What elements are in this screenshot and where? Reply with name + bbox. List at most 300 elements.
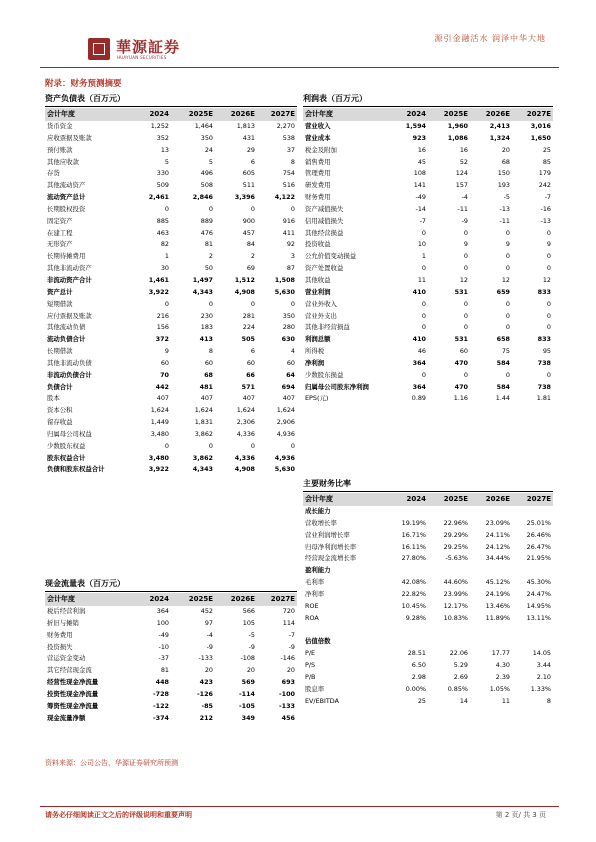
table-row [303,518,553,530]
row-value: 4,936 [274,453,295,462]
row-value: 216 [156,311,169,320]
table-row [45,653,297,665]
row-value: 407 [200,394,213,403]
row-label: 股本 [47,394,60,403]
table-row [45,346,297,358]
table-row [45,228,297,240]
row-value: 496 [200,169,213,178]
row-label: 资产减值损失 [305,204,344,213]
row-value: -4 [206,630,213,639]
row-value: 60 [204,358,213,367]
row-value: 11.89% [485,613,510,622]
row-label: 利润总额 [305,335,331,344]
table-row [45,251,297,263]
row-value: 0 [505,299,510,308]
table-row [303,121,553,133]
row-value: 12.17% [443,601,468,610]
row-label: 销售费用 [305,157,331,166]
row-label: 经营性现金净流量 [47,678,99,687]
row-value [512,636,553,648]
row-label: 少数股东权益 [47,441,86,450]
row-label: 应收票据及账款 [47,133,92,142]
row-value: 658 [496,335,510,344]
table-row [303,382,553,394]
column-header-year: 2027E [512,108,553,121]
row-value: 0 [208,204,213,213]
header-divider [40,67,559,68]
row-value: 25.01% [526,518,551,527]
row-value: 1.33% [530,684,551,693]
row-value: 9 [164,347,169,356]
row-value: -4 [461,193,468,202]
column-header-year: 2024 [133,108,171,121]
row-label: 其它经营现金流 [47,666,92,675]
row-value: 442 [155,382,169,391]
table-row [303,180,553,192]
row-value: 0.85% [447,684,468,693]
row-value: -85 [201,701,213,710]
table-row [45,192,297,204]
row-value: 45 [417,157,426,166]
row-value: 114 [282,618,295,627]
row-value: 60 [246,358,255,367]
table-row [303,648,553,660]
row-value: 0 [250,204,255,213]
row-value: 569 [241,678,255,687]
row-label: 其他非流动负债 [47,358,92,367]
row-label: 流动资产总计 [47,193,86,202]
row-value: 2,306 [236,418,255,427]
column-header-year: 2027E [257,593,297,606]
ratios-table [303,493,553,707]
table-row [45,168,297,180]
row-value: 224 [242,323,255,332]
row-label: ROA [305,613,319,622]
row-value: 505 [241,335,255,344]
row-value: 508 [200,181,213,190]
row-value: 584 [496,382,510,391]
row-value: 511 [242,181,255,190]
table-row [303,589,553,601]
row-value: 12 [501,275,510,284]
row-value: 0 [463,323,468,332]
page-number: 第 2 页/ 共 3 页 [495,811,546,819]
row-label: 负债和股东权益合计 [47,465,105,474]
table-row [45,133,297,145]
table-header-row [45,108,297,121]
row-value: 350 [200,133,213,142]
row-value: 8 [208,347,213,356]
row-value: 3,396 [234,193,255,202]
row-value: 17.77 [491,649,510,658]
row-value: 45.12% [485,578,510,587]
row-value: 92 [286,240,295,249]
row-value: 2,461 [148,193,169,202]
row-value: 85 [542,157,551,166]
row-value: 3,480 [148,453,169,462]
row-value: 4,336 [236,429,255,438]
row-value: 693 [281,678,295,687]
column-header-year: 2027E [257,108,297,121]
row-label: 其他应收款 [47,157,79,166]
row-value: 60 [286,358,295,367]
row-value: 605 [242,169,255,178]
row-value: 9 [505,240,510,249]
row-value: -7 [288,630,295,639]
row-label: 固定资产 [47,216,73,225]
row-value: 0 [208,441,213,450]
logo-icon [88,38,110,60]
table-row [45,299,297,311]
row-value [391,636,428,648]
row-label: 投资收益 [305,240,331,249]
table-row [303,299,553,311]
table-row [45,322,297,334]
row-label: 估值倍数 [305,637,331,646]
row-value: 364 [412,358,426,367]
row-value: 68 [204,370,213,379]
row-label: 股息率 [305,684,325,693]
row-value: -133 [198,654,213,663]
row-value: 20 [246,666,255,675]
row-value: 22.96% [443,518,468,527]
row-value: 3.44 [536,660,551,669]
row-label: P/E [305,649,316,658]
row-value: 463 [156,228,169,237]
table-header-row [303,493,553,506]
row-value: 923 [412,133,426,142]
row-value: 20 [286,666,295,675]
row-value [428,636,470,648]
column-header-year: 2026E [470,493,512,506]
row-value: 352 [156,133,169,142]
table-row [303,696,553,708]
table-row [45,393,297,405]
row-value: 0 [421,370,426,379]
row-value: -374 [153,713,169,722]
row-value: -146 [280,654,295,663]
row-value: 1,512 [234,275,255,284]
table-row [303,263,553,275]
row-value: 280 [282,323,295,332]
row-value: 3,016 [530,122,551,130]
row-value: 37 [286,145,295,154]
row-value [512,565,553,577]
ratios-title: 主要财务比率 [303,479,351,488]
row-value: 1 [421,252,426,261]
row-value: 8 [290,157,295,166]
row-value: 2.10 [536,672,551,681]
table-row [45,145,297,157]
row-value: 410 [412,335,426,344]
table-row [303,322,553,334]
row-value: 95 [542,347,551,356]
row-value: 6 [250,157,255,166]
footer-disclaimer: 请务必仔细阅读正文之后的评级说明和重要声明 [45,811,192,819]
table-row [45,677,297,689]
row-value: 0 [164,441,169,450]
row-value: 22.06 [449,649,468,658]
row-label: 管理费用 [305,169,331,178]
logo-subtitle: HUAYUAN SECURITIES [117,55,167,60]
row-value: 571 [241,382,255,391]
row-value: 349 [241,713,255,722]
row-label: 资产处置收益 [305,264,344,273]
row-label: 投资性现金净流量 [47,689,99,698]
table-row [303,553,553,565]
row-value: 2,846 [192,193,213,202]
row-value [470,636,512,648]
row-value: 16.71% [401,530,426,539]
table-row [303,239,553,251]
row-label: 成长能力 [305,507,331,515]
row-value: 6 [250,347,255,356]
row-value: -9 [288,642,295,651]
table-row [45,370,297,382]
row-value: 364 [412,382,426,391]
row-label: 非流动负债合计 [47,370,92,379]
row-value: 470 [454,382,468,391]
row-label: 货币资金 [47,122,73,130]
row-label: 归属母公司股东净利润 [305,382,369,391]
row-value: 470 [454,358,468,367]
row-value: 4,343 [192,287,213,296]
row-value: 69 [246,264,255,273]
row-value: 0 [546,370,551,379]
row-value: 23.99% [443,589,468,598]
row-value: 13.11% [526,613,551,622]
table-row [303,506,553,518]
header-slogan: 源引金融活水 润泽中华大地 [434,34,546,43]
balance-sheet-title: 资产负债表（百万元） [45,94,125,103]
row-value: 452 [200,607,213,615]
row-value: 0 [290,204,295,213]
table-row [45,642,297,654]
row-value: -49 [415,193,426,202]
table-row [303,133,553,145]
column-header-year: 2026E [215,108,257,121]
row-value [470,506,512,518]
row-value: 630 [281,335,295,344]
row-value: 4,343 [192,465,213,474]
row-value: 481 [199,382,213,391]
row-label: 营业外收入 [305,299,337,308]
row-value: 1,252 [150,122,169,130]
row-value: 0 [421,228,426,237]
table-row [303,601,553,613]
column-header-year: 2025E [428,108,470,121]
row-value: 2.98 [411,672,426,681]
row-value: 0 [463,370,468,379]
row-label: 少数股东损益 [305,370,344,379]
row-value: 26.46% [526,530,551,539]
table-row [303,334,553,346]
row-value: 0 [250,299,255,308]
income-statement-table [303,108,553,405]
balance-sheet-rule [45,106,297,107]
row-value: 44.60% [443,578,468,587]
row-value: -9 [461,216,468,225]
column-header-year: 2025E [428,493,470,506]
row-value: 70 [160,370,169,379]
row-value: 24.11% [485,530,510,539]
row-value: 1,464 [194,122,213,130]
table-row [303,168,553,180]
row-label: 财务费用 [305,193,331,202]
row-label: 经营现金流增长率 [305,554,357,563]
row-label: 营业外支出 [305,311,337,320]
row-value: 150 [497,169,510,178]
table-row [45,275,297,287]
row-value: -13 [499,204,510,213]
row-value: -7 [544,193,551,202]
row-value: 66 [246,370,255,379]
row-label: 其他收益 [305,275,331,284]
row-value: 45.30% [526,578,551,587]
row-value: 25 [542,145,551,154]
row-value: 4,122 [274,193,295,202]
row-value: 364 [156,607,169,615]
cash-flow-rule [45,591,297,592]
table-row [303,346,553,358]
row-label: 其他流动资产 [47,181,86,190]
row-value: -37 [158,654,169,663]
row-value: 1,508 [274,275,295,284]
row-value: 5,630 [274,465,295,474]
row-value: 8 [546,696,551,705]
row-value: -11 [499,216,510,225]
table-row [45,417,297,429]
row-value: 0 [505,311,510,320]
row-value: 11 [501,696,510,705]
row-value: 105 [242,618,255,627]
row-value: 885 [156,216,169,225]
table-row [45,606,297,618]
row-value: 431 [242,133,255,142]
row-value: 0 [505,252,510,261]
row-value: 5.29 [453,660,468,669]
table-row [45,405,297,417]
row-value: 64 [286,370,295,379]
row-value: 0 [463,252,468,261]
row-value: 516 [282,181,295,190]
row-value: -10 [158,642,169,651]
row-value: 0 [546,311,551,320]
table-row [303,192,553,204]
column-header-label: 会计年度 [45,108,133,121]
row-value: 900 [242,216,255,225]
row-value: 2.69 [453,672,468,681]
row-value: 52 [459,157,468,166]
table-row [45,334,297,346]
column-header-year: 2024 [391,108,428,121]
row-value: 350 [282,311,295,320]
table-row [303,216,553,228]
row-value: 1.16 [453,394,468,403]
row-label: 流动负债合计 [47,335,86,344]
row-value: 2,413 [489,122,510,130]
cash-flow-title: 现金流量表（百万元） [45,579,125,588]
row-value: 738 [537,382,551,391]
column-header-year: 2024 [391,493,428,506]
table-row [303,565,553,577]
row-label: 营运资金变动 [47,654,86,663]
table-row [45,689,297,701]
source-note: 资料来源：公司公告，华源证券研究所预测 [45,759,178,767]
row-value: 531 [454,287,468,296]
row-label: 研发费用 [305,181,331,190]
row-value: 13.46% [485,601,510,610]
row-value: 46 [417,347,426,356]
row-value: 2 [250,252,255,261]
row-value: 21.95% [526,554,551,563]
row-label: 净利率 [305,589,325,598]
row-value: 12 [542,275,551,284]
row-value: 0 [290,299,295,308]
row-label: 长期股权投资 [47,204,86,213]
row-value: 407 [282,394,295,403]
row-value: 833 [537,287,551,296]
row-value: 0 [505,264,510,273]
row-label: 其他流动负债 [47,323,86,332]
row-value: 1,624 [236,406,255,415]
row-value: 0 [463,311,468,320]
row-value: 60 [459,347,468,356]
row-value [512,624,553,636]
row-label: 负债合计 [47,382,73,391]
row-value: 0.00% [405,684,426,693]
row-value: 3,922 [148,465,169,474]
row-value: 97 [204,618,213,627]
row-value: 584 [496,358,510,367]
row-value: 60 [160,358,169,367]
row-label [303,624,391,636]
row-label: EV/EBITDA [305,696,339,705]
row-value: 23.09% [485,518,510,527]
table-row [45,464,297,476]
table-row [303,145,553,157]
row-value: 4,336 [234,453,255,462]
row-value: -114 [239,689,255,698]
row-value: 124 [455,169,468,178]
row-value: 1,650 [530,133,551,142]
row-label: P/S [305,660,316,669]
table-row [45,665,297,677]
row-value: 0 [546,228,551,237]
row-value: 9 [546,240,551,249]
row-value: 4,936 [276,429,295,438]
row-value: 1,831 [194,418,213,427]
column-header-year: 2026E [215,593,257,606]
row-value: 81 [204,240,213,249]
row-value: 1,497 [192,275,213,284]
row-value: 34.44% [485,554,510,563]
column-header-label: 会计年度 [303,108,391,121]
row-label: 预付账款 [47,145,73,154]
row-value: -9 [206,642,213,651]
row-value [391,624,428,636]
row-value: 75 [501,347,510,356]
row-value [512,506,553,518]
row-value: -13 [540,216,551,225]
row-value: 4 [290,347,295,356]
column-header-year: 2026E [470,108,512,121]
row-value: 25 [417,696,426,705]
row-label: 无形资产 [47,240,73,249]
row-value: 0 [421,264,426,273]
table-row [303,275,553,287]
row-label: 净利润 [305,358,325,367]
